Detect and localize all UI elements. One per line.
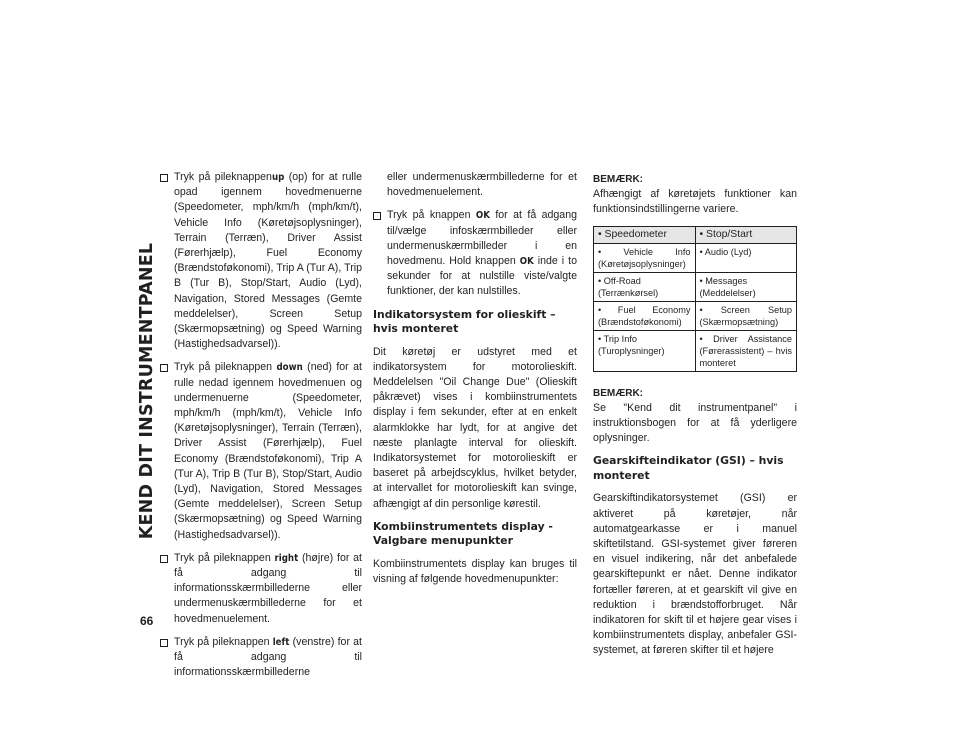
- table-cell: • Messages (Meddelelser): [695, 272, 797, 301]
- menu-items-table: [593, 226, 797, 372]
- section-side-title-text: KEND DIT INSTRUMENTPANEL: [137, 242, 157, 540]
- bullet-down: Tryk på pileknappen down (ned) for at rulle nedad igennem hovedmenuen og undermenuerne (Speedometer, mph/km/h (mph/km/t), Vehicle Info (Køretøjsoplysninger), Terrain (Terræn), Driver Assist (Førerhjælp), Fuel Economy (Brændstoføkonomi), Trip A (Tur A), Trip B (Tur B), Stop/Start, Audio (Lyd), Navigation, Stored Messages (Gemte meddelelser), Screen Setup (Skærmopsætning) og Speed Warning (Hastighedsadvarsel)).: [160, 360, 362, 542]
- note-text-1: Afhængigt af køretøjets funktioner kan funktionsindstillingerne variere.: [593, 188, 797, 216]
- key-down: down: [276, 362, 303, 374]
- table-cell: • Driver Assistance (Førerassistent) – hvis monteret: [695, 330, 797, 371]
- table-row: [594, 330, 797, 371]
- section-side-title: [133, 170, 161, 612]
- table-row: [594, 226, 797, 243]
- column-2: [373, 170, 577, 595]
- bullet-right: Tryk på pileknappen right (højre) for at få adgang til informationsskærmbillederne eller undermenuskærmbillederne for et hovedmenuelement.: [160, 551, 362, 627]
- bullet-left-continuation: eller undermenuskærmbillederne for et hovedmenuelement.: [387, 171, 577, 199]
- bullet-up: Tryk på pileknappenup (op) for at rulle opad igennem hovedmenuerne (Speedometer, mph/km/h (mph/km/t), Vehicle Info (Køretøjsoplysninger), Terrain (Terræn), Driver Assist (Førerhjælp), Fuel Economy (Brændstoføkonomi), Trip A (Tur A), Trip B (Tur B), Stop/Start, Audio (Lyd), Navigation, Stored Messages (Gemte meddelelser), Screen Setup (Skærmopsætning) og Speed Warning (Hastighedsadvarsel)).: [160, 170, 362, 352]
- paragraph-gsi: Gearskiftindikatorsystemet (GSI) er aktiveret på køretøjer, når automatgearkasse er i manuel skiftetilstand. GSI-systemet giver føreren en visuel indikering, når det anbefalede gearskiftepunkt er nået. Denne indikator fortæller føreren, at et gearskift vil give en reduktion i brændstofforbruget. Når indikatoren for skift til et højere gear vises i kombiinstrumentets display, anbefaler GSI-systemet, at føreren skifter til et højere: [593, 492, 797, 657]
- note-label-2: BEMÆRK:: [593, 387, 643, 399]
- bullet-left: Tryk på pileknappen left (venstre) for at få adgang til informationsskærmbillederne: [160, 635, 362, 681]
- page-number: 66: [140, 614, 154, 628]
- table-cell: • Stop/Start: [695, 226, 797, 243]
- bullet-ok: Tryk på knappen OK for at få adgang til/vælge infoskærmbilleder eller undermenuskærmbilleder i en hovedmenu. Hold knappen OK inde i to sekunder for at nulstille viste/valgte funktioner, der kan nulstilles.: [373, 208, 577, 299]
- table-row: [594, 301, 797, 330]
- key-up: up: [271, 172, 285, 183]
- paragraph-oil-change: Dit køretøj er udstyret med et indikatorsystem for motorolieskift. Meddelelsen "Oil Change Due" (Olieskift påkrævet) vises i kombiinstrumentets display i fem sekunder, efter at en enkelt alarmklokke har lydt, for at angive det næste planlagte interval for olieskift. Indikatorsystemet for motorolieskift er baseret på arbejdscyklus, hvilket betyder, at intervallet for motorolieskift kan svinge, afhængigt af din personlige kørestil.: [373, 345, 577, 510]
- table-cell: • Screen Setup (Skærmopsætning): [695, 301, 797, 330]
- table-cell: • Off-Road (Terrænkørsel): [594, 272, 696, 301]
- key-ok: OK: [475, 210, 490, 222]
- heading-gsi: Gearskifteindikator (GSI) – hvis monteret: [593, 454, 784, 482]
- heading-cluster-display: Kombiinstrumentets display - Valgbare menupunkter: [373, 519, 553, 548]
- column-3: [593, 172, 797, 667]
- note-label-1: BEMÆRK:: [593, 174, 643, 185]
- key-left: left: [272, 636, 290, 648]
- table-row: [594, 243, 797, 272]
- paragraph-cluster-display: Kombiinstrumentets display kan bruges til visning af følgende hovedmenupunkter:: [373, 557, 577, 586]
- table-cell: • Fuel Economy (Brændstoføkonomi): [594, 301, 696, 330]
- table-row: [594, 272, 797, 301]
- heading-oil-change: Indikatorsystem for olieskift – hvis monteret: [373, 307, 556, 336]
- note-text-2: Se "Kend dit instrumentpanel" i instruktionsbogen for at få yderligere oplysninger.: [593, 401, 797, 445]
- table-cell: • Trip Info (Turoplysninger): [594, 330, 696, 371]
- table-cell: • Speedometer: [594, 226, 696, 243]
- key-ok-2: OK: [519, 256, 534, 268]
- key-right: right: [274, 552, 299, 564]
- table-cell: • Vehicle Info (Køretøjsoplysninger): [594, 243, 696, 272]
- table-cell: • Audio (Lyd): [695, 243, 797, 272]
- column-1: [160, 170, 362, 689]
